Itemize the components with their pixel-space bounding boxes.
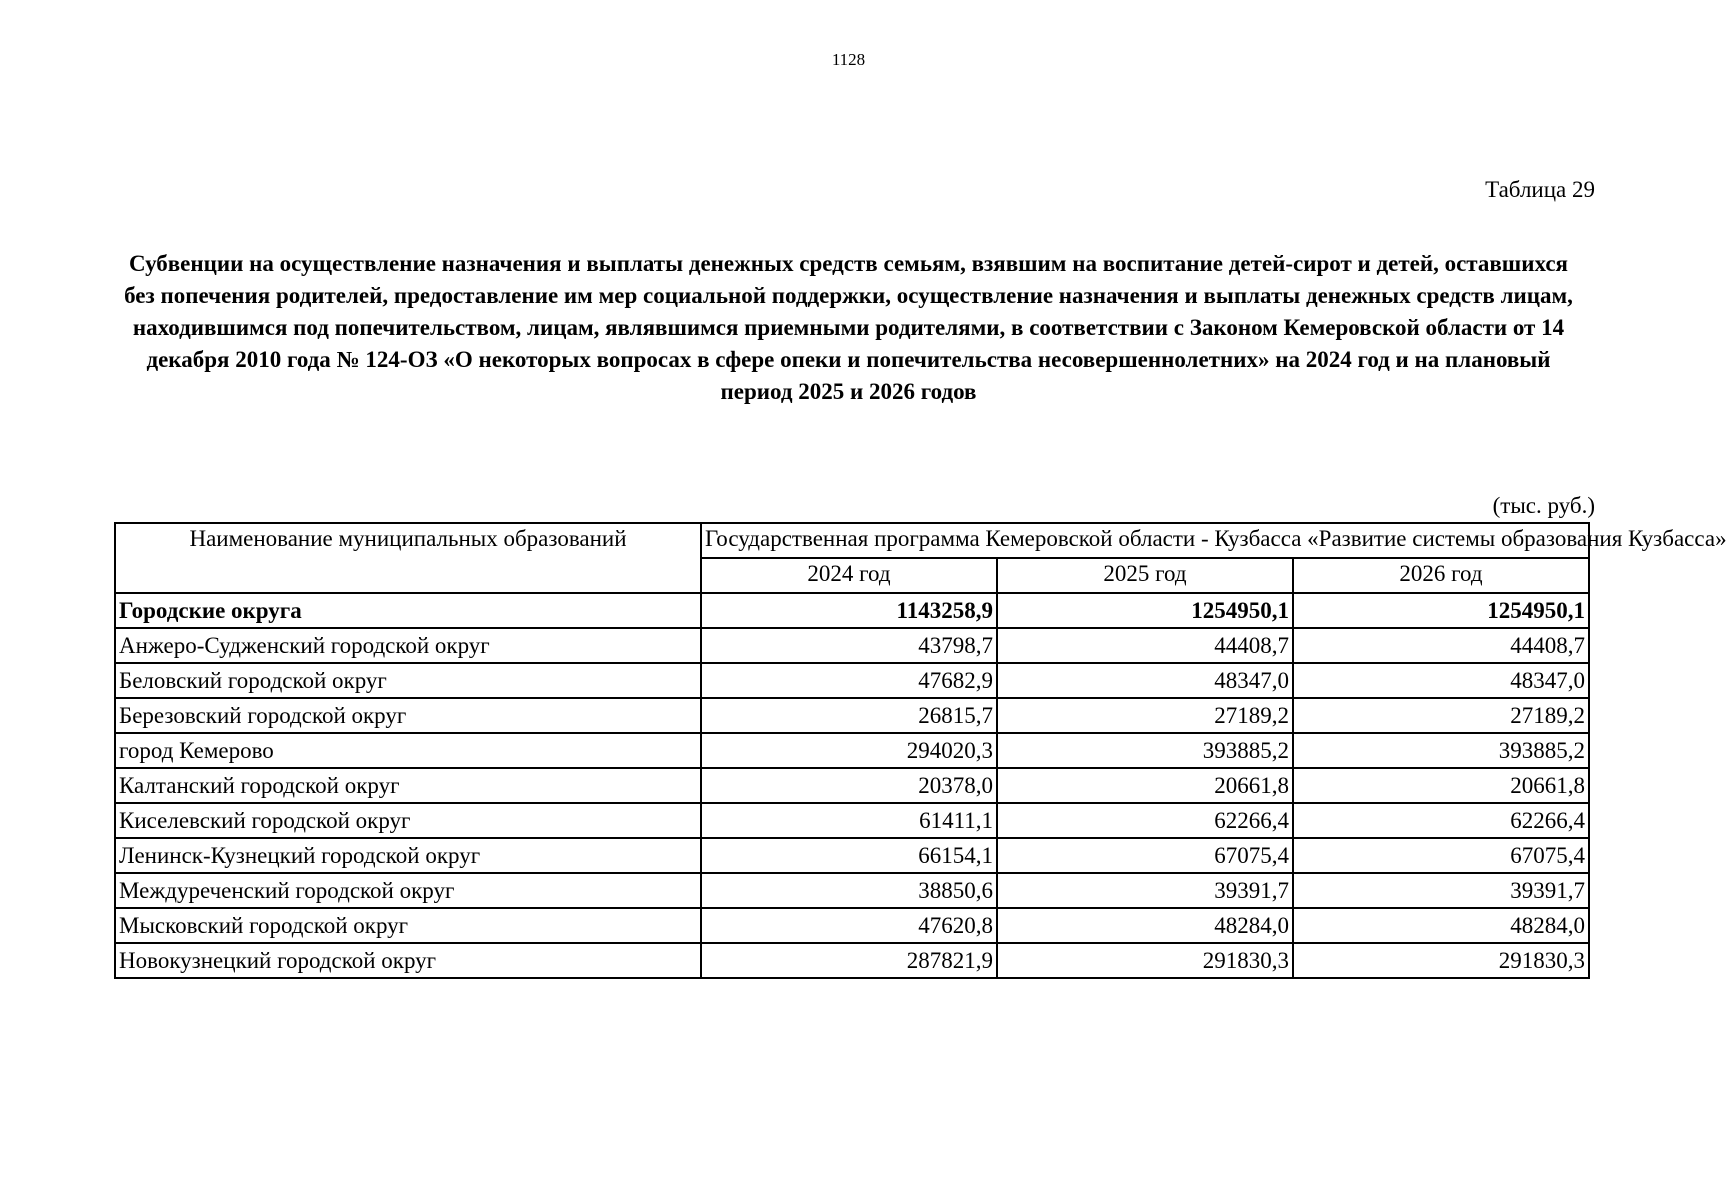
value-2025-cell: 39391,7 [997, 873, 1293, 908]
header-year-2024: 2024 год [701, 558, 997, 593]
table-label: Таблица 29 [1485, 177, 1595, 202]
value-2026-cell: 291830,3 [1293, 943, 1589, 978]
table-row [115, 908, 1589, 943]
value-2026-cell: 27189,2 [1293, 698, 1589, 733]
value-2026-cell: 393885,2 [1293, 733, 1589, 768]
header-year-2026: 2026 год [1293, 558, 1589, 593]
table-row [115, 663, 1589, 698]
table-row [115, 943, 1589, 978]
value-2024-cell: 61411,1 [701, 803, 997, 838]
value-2025-cell: 27189,2 [997, 698, 1293, 733]
value-2025-cell: 393885,2 [997, 733, 1293, 768]
value-2024-cell: 47620,8 [701, 908, 997, 943]
value-2024-cell: 287821,9 [701, 943, 997, 978]
table-row [115, 733, 1589, 768]
page-number: 1128 [831, 50, 866, 69]
municipality-name-cell: город Кемерово [115, 733, 701, 768]
municipality-name-cell: Анжеро-Судженский городской округ [115, 628, 701, 663]
table-row [115, 873, 1589, 908]
value-2025-cell: 20661,8 [997, 768, 1293, 803]
subventions-table [114, 522, 1727, 979]
table-row [115, 698, 1589, 733]
header-year-2025: 2025 год [997, 558, 1293, 593]
value-2025-cell: 48347,0 [997, 663, 1293, 698]
value-2026-cell: 48347,0 [1293, 663, 1589, 698]
municipality-name-cell: Новокузнецкий городской округ [115, 943, 701, 978]
value-2026-cell: 48284,0 [1293, 908, 1589, 943]
value-2024-cell: 294020,3 [701, 733, 997, 768]
value-2024-cell: 47682,9 [701, 663, 997, 698]
value-2024-cell: 1143258,9 [701, 593, 997, 628]
municipality-name-cell: Калтанский городской округ [115, 768, 701, 803]
table-row [115, 628, 1589, 663]
table-row [115, 838, 1589, 873]
header-municipality-name: Наименование муниципальных образований [115, 523, 701, 593]
municipality-name-cell: Городские округа [115, 593, 701, 628]
value-2025-cell: 44408,7 [997, 628, 1293, 663]
table-row [115, 803, 1589, 838]
value-2026-cell: 62266,4 [1293, 803, 1589, 838]
value-2026-cell: 67075,4 [1293, 838, 1589, 873]
document-title: Субвенции на осуществление назначения и выплаты денежных средств семьям, взявшим на воспитание детей-сирот и детей, оставшихся без попечения родителей, предоставление им мер социальной поддержки, осуществление назначения и выплаты денежных средств лицам, находившимся под попечительством, лицам, являвшимся приемными родителями, в соответствии с Законом Кемеровской области от 14 декабря 2010 года № 124-ОЗ «О некоторых вопросах в сфере опеки и попечительства несовершеннолетних» на 2024 год и на плановый период 2025 и 2026 годов [124, 251, 1573, 404]
value-2024-cell: 20378,0 [701, 768, 997, 803]
value-2026-cell: 20661,8 [1293, 768, 1589, 803]
municipality-name-cell: Березовский городской округ [115, 698, 701, 733]
value-2024-cell: 66154,1 [701, 838, 997, 873]
value-2025-cell: 1254950,1 [997, 593, 1293, 628]
table-body [115, 593, 1589, 978]
value-2025-cell: 48284,0 [997, 908, 1293, 943]
value-2026-cell: 44408,7 [1293, 628, 1589, 663]
value-2026-cell: 1254950,1 [1293, 593, 1589, 628]
table-row-total [115, 593, 1589, 628]
municipality-name-cell: Беловский городской округ [115, 663, 701, 698]
value-2024-cell: 43798,7 [701, 628, 997, 663]
table-row [115, 768, 1589, 803]
header-state-program: Государственная программа Кемеровской области - Кузбасса «Развитие системы образования Кузбасса» [701, 523, 1589, 558]
value-2024-cell: 38850,6 [701, 873, 997, 908]
value-2025-cell: 62266,4 [997, 803, 1293, 838]
value-2025-cell: 291830,3 [997, 943, 1293, 978]
municipality-name-cell: Ленинск-Кузнецкий городской округ [115, 838, 701, 873]
municipality-name-cell: Киселевский городской округ [115, 803, 701, 838]
value-2026-cell: 39391,7 [1293, 873, 1589, 908]
table-header-row [115, 523, 1589, 558]
municipality-name-cell: Междуреченский городской округ [115, 873, 701, 908]
municipality-name-cell: Мысковский городской округ [115, 908, 701, 943]
units-label: (тыс. руб.) [1492, 493, 1595, 518]
value-2025-cell: 67075,4 [997, 838, 1293, 873]
value-2024-cell: 26815,7 [701, 698, 997, 733]
